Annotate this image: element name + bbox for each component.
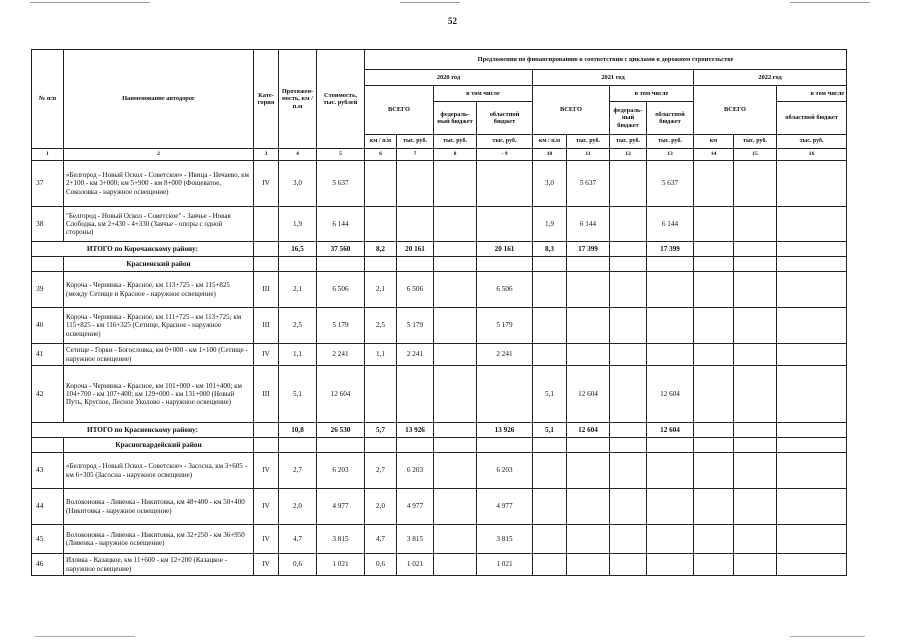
row-number: 37 bbox=[32, 161, 64, 207]
value-c15 bbox=[734, 161, 777, 207]
value-c6: 2,0 bbox=[365, 489, 397, 525]
value-c9: 6 203 bbox=[477, 453, 533, 489]
column-number: 3 bbox=[254, 149, 279, 161]
value-c12 bbox=[610, 308, 647, 344]
district-empty-cell bbox=[365, 257, 397, 272]
total-c8 bbox=[434, 242, 477, 257]
total-c12 bbox=[610, 423, 647, 438]
value-c6: 4,7 bbox=[365, 525, 397, 554]
value-c6 bbox=[365, 161, 397, 207]
total-c9: 20 161 bbox=[477, 242, 533, 257]
value-c8 bbox=[434, 453, 477, 489]
total-category bbox=[254, 242, 279, 257]
district-empty-cell bbox=[434, 438, 477, 453]
row-number: 44 bbox=[32, 489, 64, 525]
district-empty-cell bbox=[254, 438, 279, 453]
district-empty-cell bbox=[533, 257, 567, 272]
table-row bbox=[32, 554, 847, 576]
value-c8 bbox=[434, 554, 477, 576]
header-2022-regional: областной бюджет bbox=[777, 102, 847, 135]
value-c13: 12 604 bbox=[647, 366, 694, 423]
district-empty-cell bbox=[317, 438, 365, 453]
road-category: IV bbox=[254, 489, 279, 525]
column-number: 14 bbox=[694, 149, 734, 161]
value-c7: 5 179 bbox=[397, 308, 434, 344]
total-cost: 26 530 bbox=[317, 423, 365, 438]
unit-13: тыс. руб. bbox=[647, 135, 694, 149]
total-c16 bbox=[777, 242, 847, 257]
column-number: 5 bbox=[317, 149, 365, 161]
value-c16 bbox=[777, 344, 847, 366]
page-number: 52 bbox=[448, 16, 457, 26]
district-empty-cell bbox=[567, 438, 610, 453]
top-rule-left bbox=[30, 2, 150, 3]
top-rule-mid bbox=[400, 2, 460, 3]
district-empty-cell bbox=[434, 257, 477, 272]
total-c13: 12 604 bbox=[647, 423, 694, 438]
value-c13 bbox=[647, 308, 694, 344]
value-c14 bbox=[694, 308, 734, 344]
value-c13 bbox=[647, 489, 694, 525]
total-cost: 37 560 bbox=[317, 242, 365, 257]
road-category: IV bbox=[254, 161, 279, 207]
district-label: Красненский район bbox=[64, 257, 254, 272]
value-c11 bbox=[567, 489, 610, 525]
value-c16 bbox=[777, 308, 847, 344]
district-row bbox=[32, 257, 847, 272]
value-c14 bbox=[694, 344, 734, 366]
district-empty-cell bbox=[610, 438, 647, 453]
road-length: 3,0 bbox=[279, 161, 317, 207]
column-number: - 9 bbox=[477, 149, 533, 161]
road-category: IV bbox=[254, 525, 279, 554]
value-c11: 6 144 bbox=[567, 207, 610, 242]
road-length: 2,7 bbox=[279, 453, 317, 489]
value-c9: 2 241 bbox=[477, 344, 533, 366]
value-c7: 4 977 bbox=[397, 489, 434, 525]
total-c14 bbox=[694, 242, 734, 257]
header-2021-federal: федераль-ный бюджет bbox=[610, 102, 647, 135]
district-empty-cell bbox=[365, 438, 397, 453]
value-c16 bbox=[777, 161, 847, 207]
value-c13: 5 637 bbox=[647, 161, 694, 207]
value-c16 bbox=[777, 453, 847, 489]
value-c7: 2 241 bbox=[397, 344, 434, 366]
district-empty-cell bbox=[477, 438, 533, 453]
value-c14 bbox=[694, 207, 734, 242]
header-2022-including: в том числе bbox=[777, 86, 847, 102]
total-c10: 8,3 bbox=[533, 242, 567, 257]
value-c7: 3 815 bbox=[397, 525, 434, 554]
road-length: 0,6 bbox=[279, 554, 317, 576]
value-c15 bbox=[734, 344, 777, 366]
value-c14 bbox=[694, 272, 734, 308]
total-c8 bbox=[434, 423, 477, 438]
value-c11 bbox=[567, 525, 610, 554]
header-2020-regional: областной бюджет bbox=[477, 102, 533, 135]
total-c10: 5,1 bbox=[533, 423, 567, 438]
value-c11 bbox=[567, 344, 610, 366]
unit-9: тыс. руб. bbox=[477, 135, 533, 149]
road-length: 1,1 bbox=[279, 344, 317, 366]
value-c15 bbox=[734, 453, 777, 489]
value-c14 bbox=[694, 453, 734, 489]
road-category: IV bbox=[254, 453, 279, 489]
value-c15 bbox=[734, 525, 777, 554]
table-body bbox=[32, 161, 847, 576]
column-number: 7 bbox=[397, 149, 434, 161]
value-c14 bbox=[694, 554, 734, 576]
value-c9: 4 977 bbox=[477, 489, 533, 525]
unit-10: км / п.м bbox=[533, 135, 567, 149]
district-blank bbox=[32, 438, 64, 453]
value-c7 bbox=[397, 161, 434, 207]
top-rule-right bbox=[790, 2, 870, 3]
value-c13 bbox=[647, 344, 694, 366]
district-empty-cell bbox=[254, 257, 279, 272]
value-c7 bbox=[397, 366, 434, 423]
value-c10: 3,0 bbox=[533, 161, 567, 207]
road-cost: 4 977 bbox=[317, 489, 365, 525]
road-length: 2,1 bbox=[279, 272, 317, 308]
district-empty-cell bbox=[477, 257, 533, 272]
value-c10 bbox=[533, 489, 567, 525]
value-c12 bbox=[610, 366, 647, 423]
value-c11 bbox=[567, 453, 610, 489]
header-2021-regional: областной бюджет bbox=[647, 102, 694, 135]
road-name: Волоконовка - Ливенка - Никитовка, км 32+250 - км 36+950 (Ливенка - наружное освещение) bbox=[64, 525, 254, 554]
financing-table bbox=[31, 49, 847, 576]
value-c9 bbox=[477, 207, 533, 242]
district-label: Красногвардейский район bbox=[64, 438, 254, 453]
column-number: 15 bbox=[734, 149, 777, 161]
value-c13 bbox=[647, 453, 694, 489]
value-c10 bbox=[533, 554, 567, 576]
value-c9 bbox=[477, 161, 533, 207]
value-c15 bbox=[734, 308, 777, 344]
road-cost: 12 604 bbox=[317, 366, 365, 423]
unit-8: тыс. руб. bbox=[434, 135, 477, 149]
value-c14 bbox=[694, 366, 734, 423]
table-row bbox=[32, 272, 847, 308]
road-name: Иловка - Казацкое, км 11+600 - км 12+200 (Казацкое - наружное освещение) bbox=[64, 554, 254, 576]
unit-16: тыс. руб. bbox=[777, 135, 847, 149]
road-cost: 6 144 bbox=[317, 207, 365, 242]
total-c15 bbox=[734, 423, 777, 438]
total-c6: 5,7 bbox=[365, 423, 397, 438]
header-year-2020: 2020 год bbox=[365, 70, 533, 86]
row-number: 38 bbox=[32, 207, 64, 242]
header-col-length: Протяжен-ность, км / п.м bbox=[279, 50, 317, 149]
header-proposals: Предложения по финансированию в соответствии с циклами в дорожном строительстве bbox=[365, 50, 847, 70]
district-empty-cell bbox=[279, 257, 317, 272]
table-row bbox=[32, 489, 847, 525]
value-c12 bbox=[610, 554, 647, 576]
value-c10 bbox=[533, 344, 567, 366]
total-c13: 17 399 bbox=[647, 242, 694, 257]
value-c7: 6 203 bbox=[397, 453, 434, 489]
value-c6: 2,1 bbox=[365, 272, 397, 308]
value-c8 bbox=[434, 525, 477, 554]
value-c16 bbox=[777, 554, 847, 576]
value-c11: 12 604 bbox=[567, 366, 610, 423]
road-cost: 1 021 bbox=[317, 554, 365, 576]
header-2020-total: ВСЕГО bbox=[365, 86, 434, 135]
value-c14 bbox=[694, 525, 734, 554]
row-number: 43 bbox=[32, 453, 64, 489]
value-c6 bbox=[365, 207, 397, 242]
column-numbers-row bbox=[32, 149, 847, 161]
road-cost: 6 203 bbox=[317, 453, 365, 489]
header-col-num: № п/п bbox=[32, 50, 64, 149]
district-empty-cell bbox=[567, 257, 610, 272]
total-c11: 12 604 bbox=[567, 423, 610, 438]
total-c12 bbox=[610, 242, 647, 257]
row-number: 40 bbox=[32, 308, 64, 344]
value-c15 bbox=[734, 554, 777, 576]
road-name: Короча - Чернянка - Красное, км 113+725 - км 115+825 (между Сетище и Красное - наружное освещение) bbox=[64, 272, 254, 308]
value-c13: 6 144 bbox=[647, 207, 694, 242]
total-c11: 17 399 bbox=[567, 242, 610, 257]
table-row bbox=[32, 207, 847, 242]
value-c15 bbox=[734, 366, 777, 423]
road-category: IV bbox=[254, 344, 279, 366]
value-c15 bbox=[734, 272, 777, 308]
value-c16 bbox=[777, 207, 847, 242]
value-c16 bbox=[777, 272, 847, 308]
value-c12 bbox=[610, 489, 647, 525]
value-c6: 1,1 bbox=[365, 344, 397, 366]
road-length: 4,7 bbox=[279, 525, 317, 554]
row-number: 45 bbox=[32, 525, 64, 554]
value-c11: 5 637 bbox=[567, 161, 610, 207]
district-empty-cell bbox=[734, 257, 777, 272]
road-cost: 5 179 bbox=[317, 308, 365, 344]
road-length: 2,0 bbox=[279, 489, 317, 525]
value-c9: 1 021 bbox=[477, 554, 533, 576]
column-number: 2 bbox=[64, 149, 254, 161]
total-c6: 8,2 bbox=[365, 242, 397, 257]
unit-6: км / п.м bbox=[365, 135, 397, 149]
header-year-2021: 2021 год bbox=[533, 70, 694, 86]
value-c10 bbox=[533, 272, 567, 308]
value-c8 bbox=[434, 344, 477, 366]
value-c11 bbox=[567, 554, 610, 576]
value-c6: 2,7 bbox=[365, 453, 397, 489]
header-2020-including: в том числе bbox=[434, 86, 533, 102]
column-number: 16 bbox=[777, 149, 847, 161]
road-cost: 2 241 bbox=[317, 344, 365, 366]
road-category: III bbox=[254, 308, 279, 344]
value-c8 bbox=[434, 161, 477, 207]
value-c10 bbox=[533, 453, 567, 489]
column-number: 12 bbox=[610, 149, 647, 161]
total-c7: 20 161 bbox=[397, 242, 434, 257]
bottom-rule-right bbox=[790, 636, 865, 637]
value-c10: 5,1 bbox=[533, 366, 567, 423]
district-empty-cell bbox=[694, 438, 734, 453]
value-c14 bbox=[694, 489, 734, 525]
unit-14: км bbox=[694, 135, 734, 149]
total-row bbox=[32, 423, 847, 438]
unit-12: тыс. руб. bbox=[610, 135, 647, 149]
column-number: 4 bbox=[279, 149, 317, 161]
value-c10 bbox=[533, 308, 567, 344]
value-c8 bbox=[434, 489, 477, 525]
value-c12 bbox=[610, 161, 647, 207]
value-c12 bbox=[610, 207, 647, 242]
header-col-cost: Стоимость, тыс. рублей bbox=[317, 50, 365, 149]
column-number: 11 bbox=[567, 149, 610, 161]
row-number: 39 bbox=[32, 272, 64, 308]
value-c16 bbox=[777, 489, 847, 525]
total-length: 16,5 bbox=[279, 242, 317, 257]
district-empty-cell bbox=[777, 438, 847, 453]
total-label: ИТОГО по Корочанскому району: bbox=[32, 242, 254, 257]
road-name: Волоконовка - Ливенка - Никитовка, км 48+400 - км 50+400 (Никитовка - наружное освещение) bbox=[64, 489, 254, 525]
table-row bbox=[32, 161, 847, 207]
column-number: 13 bbox=[647, 149, 694, 161]
value-c12 bbox=[610, 453, 647, 489]
road-cost: 6 506 bbox=[317, 272, 365, 308]
road-cost: 3 815 bbox=[317, 525, 365, 554]
value-c15 bbox=[734, 207, 777, 242]
total-c9: 13 926 bbox=[477, 423, 533, 438]
value-c10: 1,9 bbox=[533, 207, 567, 242]
table-row bbox=[32, 344, 847, 366]
value-c13 bbox=[647, 554, 694, 576]
road-name: Сетище - Горки - Богословка, км 0+000 - км 1+100 (Сетище - наружное освещение) bbox=[64, 344, 254, 366]
header-2020-federal: федераль-ный бюджет bbox=[434, 102, 477, 135]
value-c12 bbox=[610, 344, 647, 366]
total-category bbox=[254, 423, 279, 438]
value-c8 bbox=[434, 308, 477, 344]
road-name: "Белгород - Новый Оскол - Советское" - Заячье - Новая Слободка, км 2+430 - 4+330 (Заячье - опоры с одной стороны) bbox=[64, 207, 254, 242]
value-c9 bbox=[477, 366, 533, 423]
road-name: «Белгород - Новый Оскол - Советское» - Ивица - Нечаево, км 2+100 - км 3+000; км 5+900 - км 8+000 (Фощеватое, Соколовка - наружное освещение) bbox=[64, 161, 254, 207]
table-row bbox=[32, 525, 847, 554]
table-row bbox=[32, 366, 847, 423]
value-c8 bbox=[434, 272, 477, 308]
value-c6: 2,5 bbox=[365, 308, 397, 344]
value-c7: 6 506 bbox=[397, 272, 434, 308]
column-number: 1 bbox=[32, 149, 64, 161]
road-length: 5,1 bbox=[279, 366, 317, 423]
value-c8 bbox=[434, 207, 477, 242]
road-name: Короча - Чернянка - Красное, км 111+725 - км 113+725; км 115+825 - км 116+325 (Сетище, Красное - наружное освещение) bbox=[64, 308, 254, 344]
district-empty-cell bbox=[647, 257, 694, 272]
header-2021-including: в том числе bbox=[610, 86, 694, 102]
road-name: «Белгород - Новый Оскол - Советское» - Засосна, км 3+605 - км 6+305 (Засосна - наружное освещение) bbox=[64, 453, 254, 489]
value-c7: 1 021 bbox=[397, 554, 434, 576]
total-label: ИТОГО по Красненскому району: bbox=[32, 423, 254, 438]
district-empty-cell bbox=[279, 438, 317, 453]
total-c14 bbox=[694, 423, 734, 438]
district-empty-cell bbox=[610, 257, 647, 272]
district-empty-cell bbox=[694, 257, 734, 272]
value-c8 bbox=[434, 366, 477, 423]
table-row bbox=[32, 453, 847, 489]
district-empty-cell bbox=[397, 257, 434, 272]
table-row bbox=[32, 308, 847, 344]
district-empty-cell bbox=[647, 438, 694, 453]
header-col-name: Наименование автодорог bbox=[64, 50, 254, 149]
total-c15 bbox=[734, 242, 777, 257]
total-c16 bbox=[777, 423, 847, 438]
value-c16 bbox=[777, 366, 847, 423]
district-empty-cell bbox=[397, 438, 434, 453]
value-c13 bbox=[647, 525, 694, 554]
unit-7: тыс. руб. bbox=[397, 135, 434, 149]
road-category: III bbox=[254, 366, 279, 423]
column-number: 6 bbox=[365, 149, 397, 161]
value-c12 bbox=[610, 525, 647, 554]
total-length: 10,8 bbox=[279, 423, 317, 438]
road-length: 1,9 bbox=[279, 207, 317, 242]
total-c7: 13 926 bbox=[397, 423, 434, 438]
value-c9: 5 179 bbox=[477, 308, 533, 344]
road-cost: 5 637 bbox=[317, 161, 365, 207]
header-col-category: Кате-гория bbox=[254, 50, 279, 149]
value-c10 bbox=[533, 525, 567, 554]
district-empty-cell bbox=[533, 438, 567, 453]
district-empty-cell bbox=[734, 438, 777, 453]
header-year-2022: 2022 год bbox=[694, 70, 847, 86]
value-c14 bbox=[694, 161, 734, 207]
value-c6 bbox=[365, 366, 397, 423]
value-c13 bbox=[647, 272, 694, 308]
value-c11 bbox=[567, 272, 610, 308]
value-c7 bbox=[397, 207, 434, 242]
district-blank bbox=[32, 257, 64, 272]
value-c6: 0,6 bbox=[365, 554, 397, 576]
road-category: IV bbox=[254, 554, 279, 576]
district-empty-cell bbox=[317, 257, 365, 272]
unit-15: тыс. руб. bbox=[734, 135, 777, 149]
unit-11: тыс. руб. bbox=[567, 135, 610, 149]
column-number: 8 bbox=[434, 149, 477, 161]
road-name: Короча - Чернянка - Красное, км 101+000 - км 101+400; км 104+700 - км 107+400; км 129+000 - км 131+000 (Новый Путь, Круглое, Лесное Уколово - наружное освещение) bbox=[64, 366, 254, 423]
value-c11 bbox=[567, 308, 610, 344]
value-c15 bbox=[734, 489, 777, 525]
value-c12 bbox=[610, 272, 647, 308]
road-category bbox=[254, 207, 279, 242]
value-c9: 3 815 bbox=[477, 525, 533, 554]
value-c16 bbox=[777, 525, 847, 554]
district-row bbox=[32, 438, 847, 453]
road-length: 2,5 bbox=[279, 308, 317, 344]
row-number: 41 bbox=[32, 344, 64, 366]
header-2022-total: ВСЕГО bbox=[694, 86, 777, 135]
value-c9: 6 506 bbox=[477, 272, 533, 308]
column-number: 10 bbox=[533, 149, 567, 161]
bottom-rule-left bbox=[35, 636, 135, 637]
row-number: 46 bbox=[32, 554, 64, 576]
row-number: 42 bbox=[32, 366, 64, 423]
header-2021-total: ВСЕГО bbox=[533, 86, 610, 135]
district-empty-cell bbox=[777, 257, 847, 272]
total-row bbox=[32, 242, 847, 257]
road-category: III bbox=[254, 272, 279, 308]
